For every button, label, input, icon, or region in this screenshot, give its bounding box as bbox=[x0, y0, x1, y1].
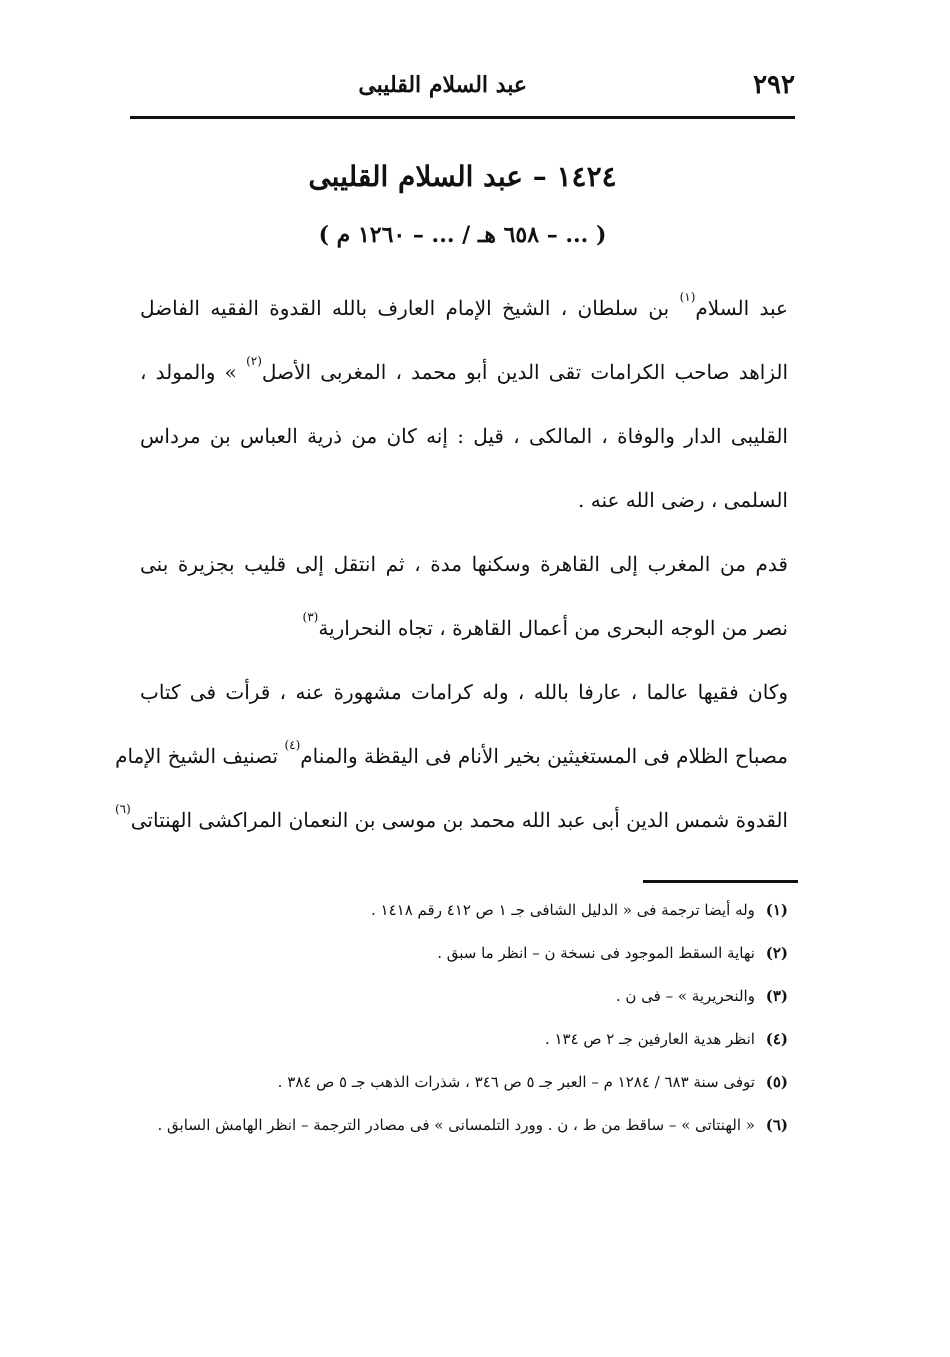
footnote bbox=[140, 938, 788, 969]
body-line: قدم من المغرب إلى القاهرة وسكنها مدة ، ثم انتقل إلى قليب بجزيرة بنى bbox=[140, 552, 788, 576]
body-line: السلمى ، رضى الله عنه . bbox=[578, 488, 788, 512]
footnote-number: (٣) bbox=[765, 987, 788, 1005]
body-line: القليبى الدار والوفاة ، المالكى ، قيل : إنه كان من ذرية العباس بن مرداس bbox=[140, 424, 788, 448]
footnote-text: انظر هدية العارفين جـ ٢ ص ١٣٤ . bbox=[544, 1030, 755, 1048]
body-line-text: عبد السلام bbox=[695, 296, 788, 320]
body-line-text: نصر من الوجه البحرى من أعمال القاهرة ، تجاه النحرارية bbox=[318, 616, 788, 640]
footnote-marker: (٤) bbox=[284, 738, 301, 752]
entry-title: ١٤٢٤ – عبد السلام القليبى bbox=[308, 160, 617, 193]
body-line-text: » والمولد ، bbox=[140, 360, 237, 384]
footnote bbox=[140, 1110, 788, 1141]
footnote-text: نهاية السقط الموجود فى نسخة ن – انظر ما سبق . bbox=[437, 944, 755, 962]
footnote-rule bbox=[643, 880, 798, 883]
footnote-marker: (١) bbox=[679, 290, 696, 304]
footnote-text: وله أيضا ترجمة فى « الدليل الشافى جـ ١ ص ٤١٢ رقم ١٤١٨ . bbox=[371, 901, 755, 919]
footnote-number: (٤) bbox=[765, 1030, 788, 1048]
body-line bbox=[140, 596, 788, 660]
footnote bbox=[140, 1067, 788, 1098]
entry-dates: ( ... – ٦٥٨ هـ / ... – ١٢٦٠ م ) bbox=[318, 222, 607, 248]
footnote-number: (١) bbox=[765, 901, 788, 919]
footnotes bbox=[140, 895, 788, 1153]
footnote bbox=[140, 1024, 788, 1055]
footnote-marker: (٣) bbox=[302, 610, 319, 624]
footnote bbox=[140, 981, 788, 1012]
body-text bbox=[114, 276, 789, 852]
page-number: ٢٩٢ bbox=[753, 70, 795, 100]
body-line: وكان فقيها عالما ، عارفا بالله ، وله كرامات مشهورة عنه ، قرأت فى كتاب bbox=[140, 680, 788, 704]
body-line bbox=[140, 276, 788, 340]
body-line bbox=[115, 724, 788, 788]
body-line-text: بن سلطان ، الشيخ الإمام العارف بالله القدوة الفقيه الفاضل bbox=[140, 296, 670, 320]
body-line bbox=[114, 788, 788, 852]
footnote-text: « الهنتاتى » – ساقط من ط ، ن . وورد التلمسانى » فى مصادر الترجمة – انظر الهامش السابق . bbox=[157, 1116, 755, 1134]
footnote-marker: (٢) bbox=[246, 354, 262, 368]
footnote-number: (٢) bbox=[765, 944, 788, 962]
body-line bbox=[140, 340, 788, 404]
running-header bbox=[130, 70, 795, 110]
body-line-text: الزاهد صاحب الكرامات تقى الدين أبو محمد ، المغربى الأصل bbox=[261, 360, 789, 384]
header-rule bbox=[130, 116, 795, 119]
footnote-number: (٥) bbox=[765, 1073, 788, 1091]
body-line-text: تصنيف الشيخ الإمام bbox=[115, 744, 279, 768]
running-title: عبد السلام القليبى bbox=[358, 72, 527, 98]
footnote-number: (٦) bbox=[765, 1116, 788, 1134]
footnote-text: توفى سنة ٦٨٣ / ١٢٨٤ م – العبر جـ ٥ ص ٣٤٦ ، شذرات الذهب جـ ٥ ص ٣٨٤ . bbox=[277, 1073, 755, 1091]
body-line-text: القدوة شمس الدين أبى عبد الله محمد بن موسى بن النعمان المراكشى الهنتاتى bbox=[130, 808, 788, 832]
footnote-marker: (٦) bbox=[114, 802, 131, 816]
footnote-text: والنحريرية » – فى ن . bbox=[615, 987, 755, 1005]
body-line-text: مصباح الظلام فى المستغيثين بخير الأنام فى اليقظة والمنام bbox=[300, 744, 788, 768]
footnote bbox=[140, 895, 788, 926]
